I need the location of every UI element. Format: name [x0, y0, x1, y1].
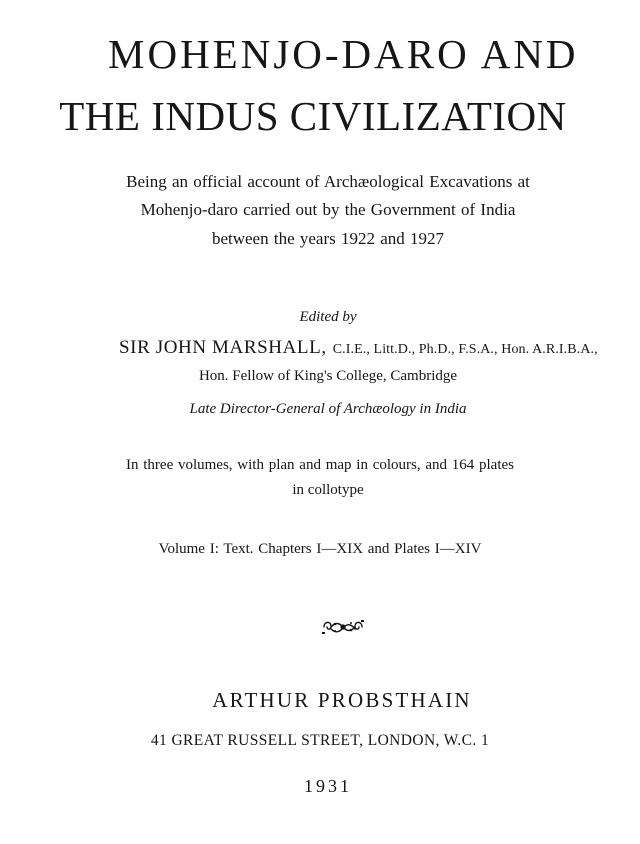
subtitle-line-2: Mohenjo-daro carried out by the Government of India: [140, 200, 516, 219]
publication-year: 1931: [304, 776, 352, 796]
subtitle-line-1: Being an official account of Archæological Excavations at: [126, 172, 530, 191]
volume-description: Volume I: Text. Chapters I—XIX and Plates I—XIV: [158, 541, 482, 557]
publisher-address: 41 GREAT RUSSELL STREET, LONDON, W.C. 1: [150, 732, 490, 749]
editor-fellowship: Hon. Fellow of King's College, Cambridge: [198, 368, 458, 384]
title-line-1: MOHENJO-DARO AND: [108, 31, 579, 77]
title-line-2: THE INDUS CIVILIZATION: [59, 93, 567, 139]
editor-name: SIR JOHN MARSHALL,: [119, 337, 327, 358]
subtitle-line-3: between the years 1922 and 1927: [211, 229, 445, 248]
publisher-name: ARTHUR PROBSTHAIN: [212, 688, 472, 712]
volumes-info-line-2: in collotype: [292, 482, 364, 498]
edited-by: Edited by: [299, 309, 357, 325]
printers-ornament-icon: [320, 618, 366, 636]
editor-credit: [0, 337, 640, 359]
volumes-info-line-1: In three volumes, with plan and map in colours, and 164 plates: [126, 457, 514, 473]
editor-qualifications: C.I.E., Litt.D., Ph.D., F.S.A., Hon. A.R.I.B.A.,: [332, 342, 598, 357]
editor-position: Late Director-General of Archæology in India: [189, 401, 467, 417]
